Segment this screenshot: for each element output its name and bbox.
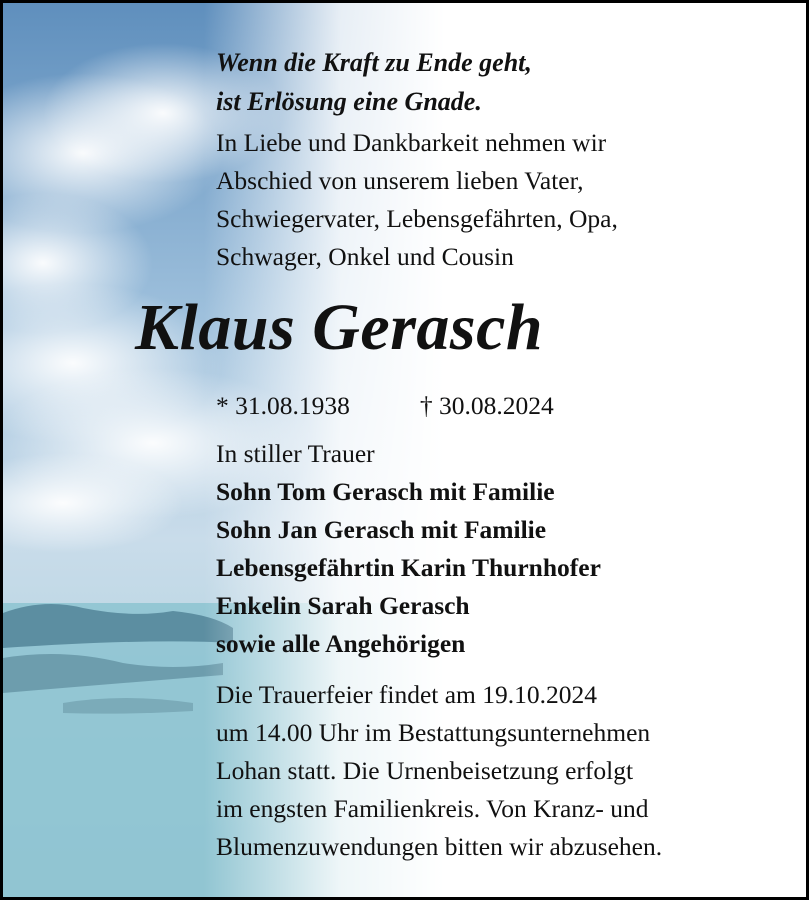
service-info-line: Lohan statt. Die Urnenbeisetzung erfolgt — [216, 756, 634, 785]
motto-line: ist Erlösung eine Gnade. — [216, 87, 482, 116]
intro-line: In Liebe und Dankbarkeit nehmen wir — [216, 128, 607, 157]
deceased-name: Klaus Gerasch — [135, 291, 544, 364]
birth-date: * 31.08.1938 — [216, 391, 350, 420]
death-date: † 30.08.2024 — [419, 391, 554, 420]
service-info-line: Blumenzuwendungen bitten wir abzusehen. — [216, 832, 663, 861]
intro-paragraph — [216, 124, 618, 276]
mourner-name: Sohn Jan Gerasch mit Familie — [216, 515, 547, 544]
service-info-line: im engsten Familienkreis. Von Kranz- und — [216, 794, 649, 823]
motto-line: Wenn die Kraft zu Ende geht, — [216, 48, 532, 77]
life-dates — [216, 387, 554, 425]
mourner-name: sowie alle Angehörigen — [216, 629, 466, 658]
intro-line: Abschied von unserem lieben Vater, — [216, 166, 584, 195]
mourner-name: Lebensgefährtin Karin Thurnhofer — [216, 553, 601, 582]
mourners-heading: In stiller Trauer — [216, 439, 375, 468]
mourner-name: Enkelin Sarah Gerasch — [216, 591, 470, 620]
service-info-line: Die Trauerfeier findet am 19.10.2024 — [216, 680, 597, 709]
intro-line: Schwager, Onkel und Cousin — [216, 242, 514, 271]
intro-line: Schwiegervater, Lebensgefährten, Opa, — [216, 204, 618, 233]
service-info-line: um 14.00 Uhr im Bestattungsunternehmen — [216, 718, 651, 747]
mourners-list — [216, 435, 601, 663]
motto-quote — [216, 43, 532, 121]
service-info — [216, 676, 662, 866]
mourner-name: Sohn Tom Gerasch mit Familie — [216, 477, 555, 506]
